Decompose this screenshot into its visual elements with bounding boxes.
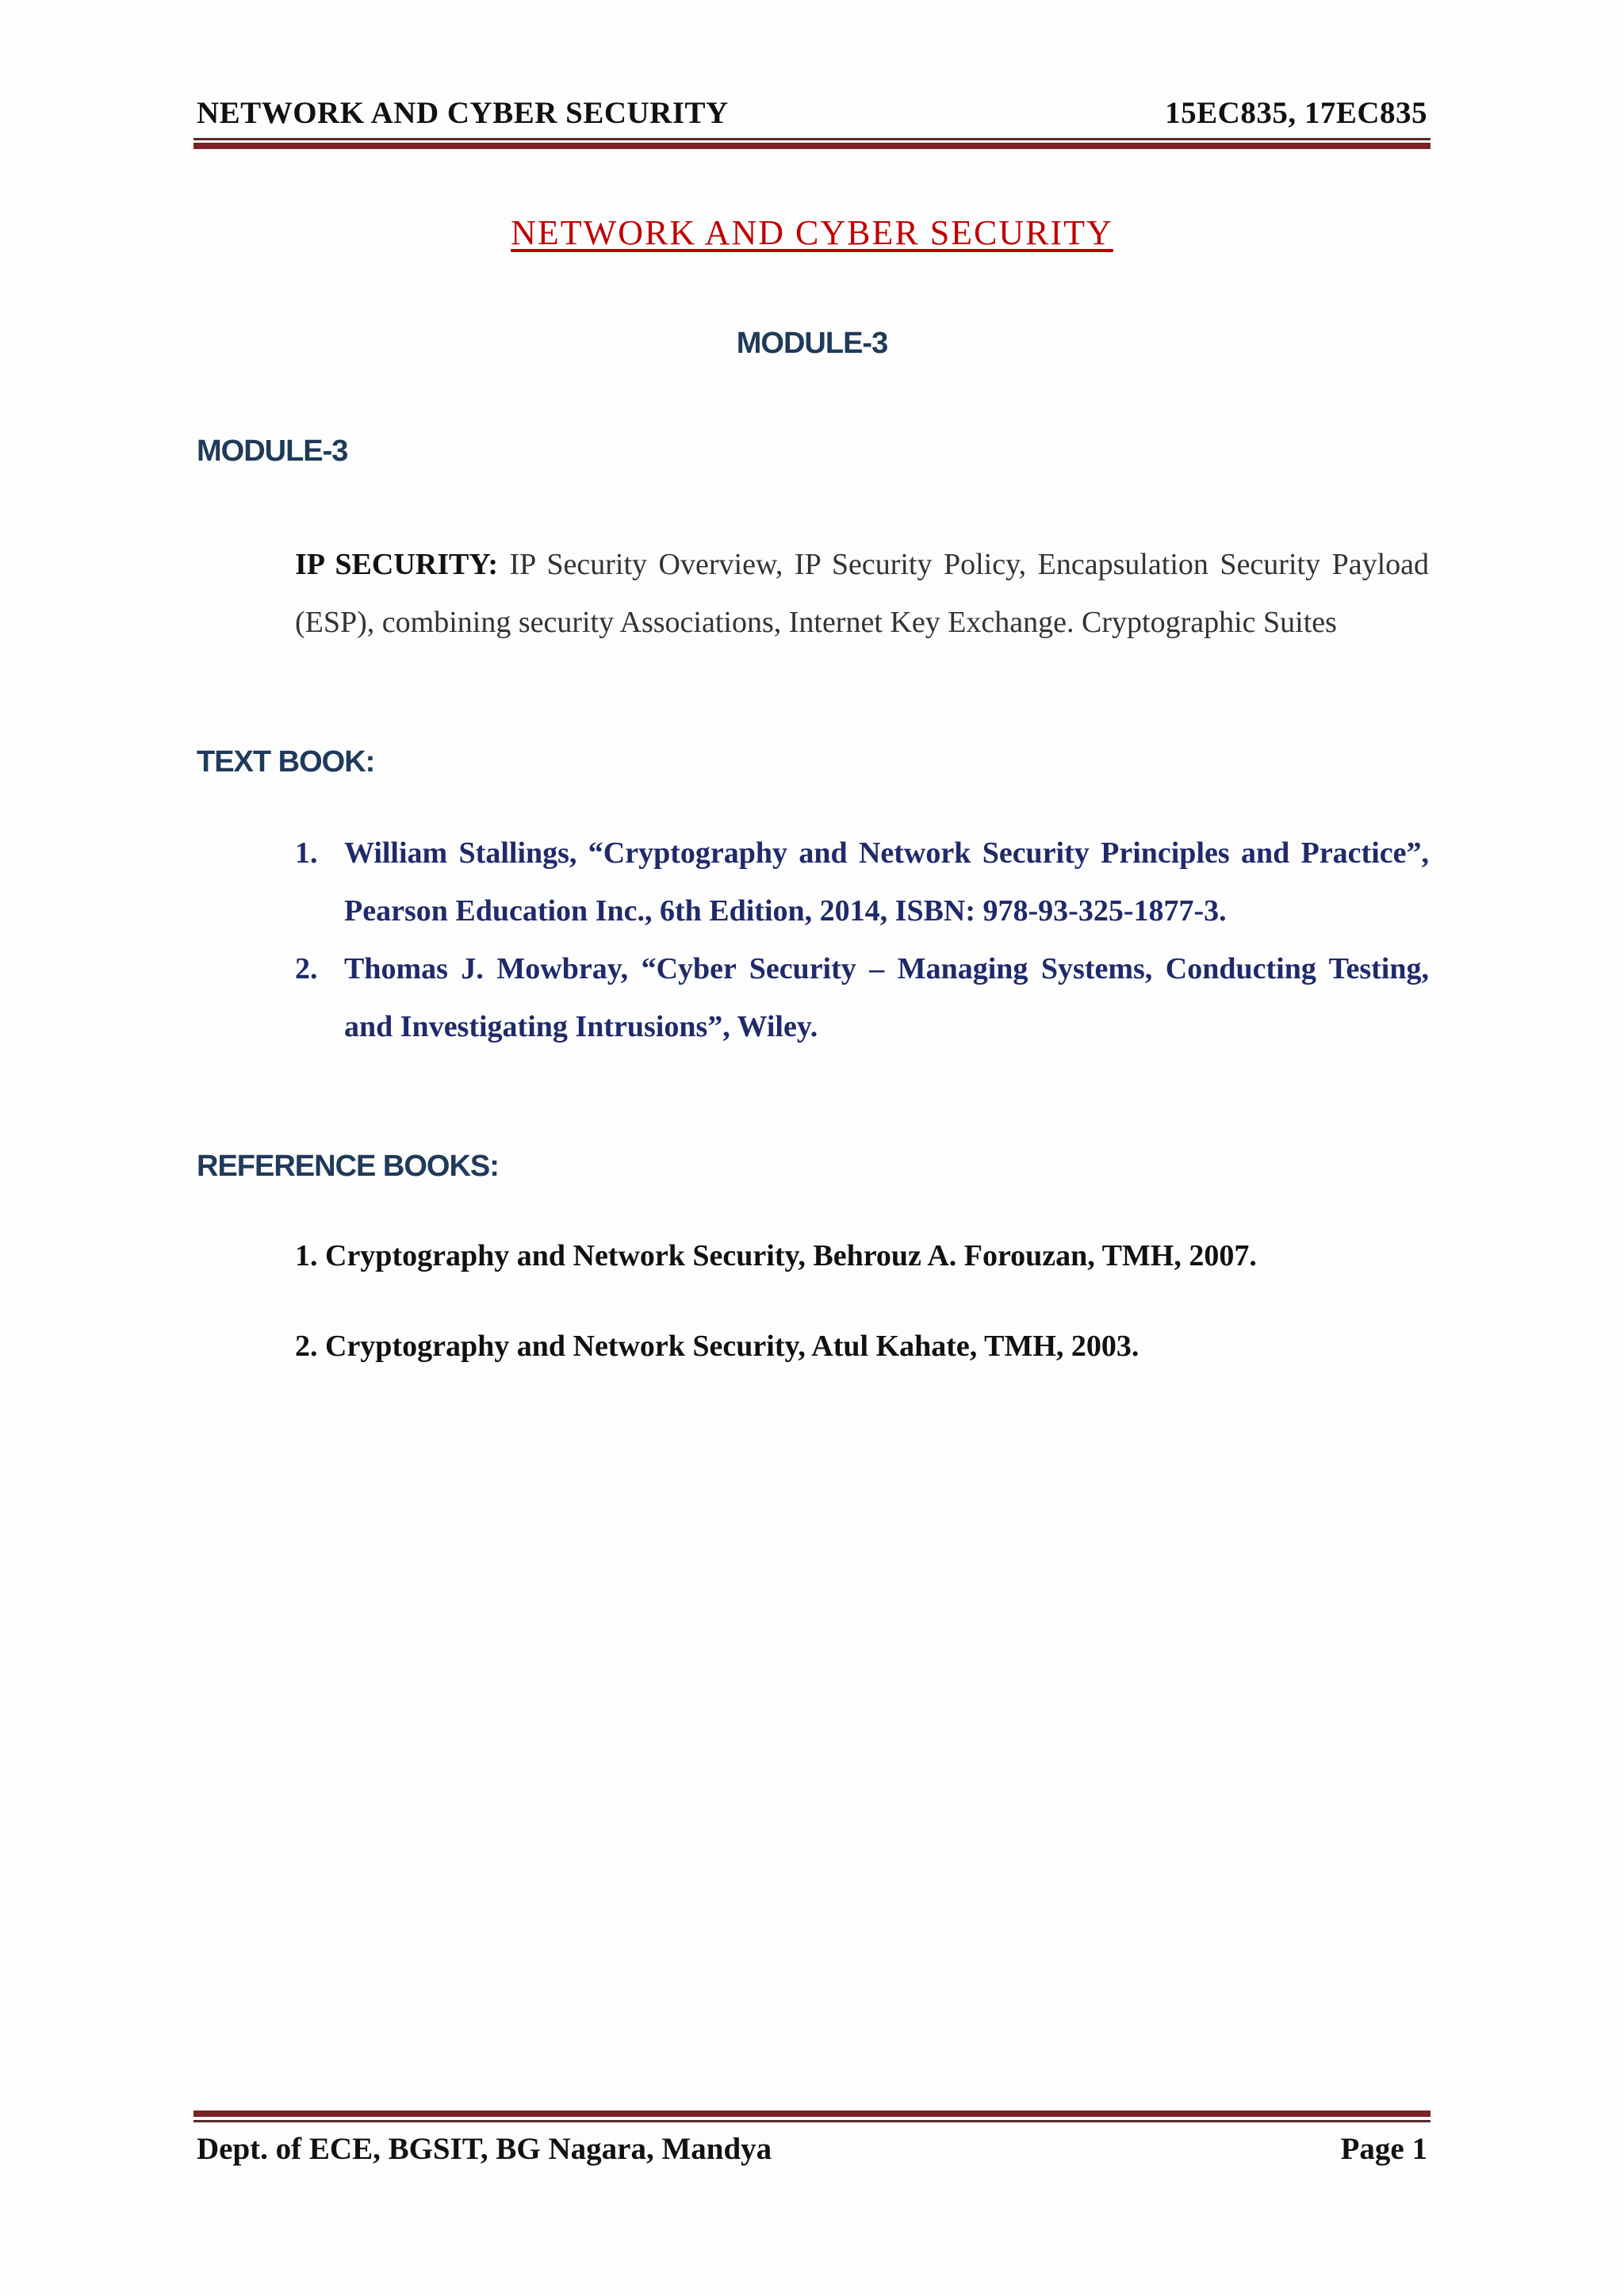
list-item-text: Thomas J. Mowbray, “Cyber Security – Managing Systems, Conducting Testing, and Investigating Intrusions”, Wiley. <box>344 952 1429 1043</box>
list-item-text: William Stallings, “Cryptography and Network Security Principles and Practice”, Pearson Education Inc., 6th Edition, 2014, ISBN: 978-93-325-1877-3. <box>344 836 1429 928</box>
module-heading-centered: MODULE-3 <box>736 327 888 360</box>
reference-books-heading: REFERENCE BOOKS: <box>197 1150 499 1183</box>
list-item-number: 2. <box>295 952 318 985</box>
list-item <box>295 825 1429 940</box>
header-course-title: NETWORK AND CYBER SECURITY <box>197 96 729 130</box>
header-course-codes: 15EC835, 17EC835 <box>1165 96 1427 130</box>
syllabus-paragraph <box>295 536 1429 652</box>
footer-rule-thick <box>193 2110 1431 2117</box>
header-rule <box>193 138 1431 140</box>
page-number: Page 1 <box>1340 2132 1427 2166</box>
module-heading: MODULE-3 <box>197 434 348 468</box>
syllabus-label: IP SECURITY: <box>295 548 498 581</box>
header-rule-thick <box>193 143 1431 149</box>
footer-rule <box>193 2120 1431 2122</box>
page-title: NETWORK AND CYBER SECURITY <box>511 213 1113 252</box>
reference-item: 1. Cryptography and Network Security, Behrouz A. Forouzan, TMH, 2007. <box>295 1239 1257 1272</box>
list-item-number: 1. <box>295 836 318 870</box>
text-book-heading: TEXT BOOK: <box>197 745 375 779</box>
footer-department: Dept. of ECE, BGSIT, BG Nagara, Mandya <box>197 2132 772 2166</box>
reference-item: 2. Cryptography and Network Security, Atul Kahate, TMH, 2003. <box>295 1330 1139 1363</box>
syllabus-text: IP Security Overview, IP Security Policy, Encapsulation Security Payload (ESP), combining security Associations, Internet Key Exchange. Cryptographic Suites <box>295 548 1430 639</box>
text-book-list <box>295 825 1429 1056</box>
list-item <box>295 940 1429 1056</box>
